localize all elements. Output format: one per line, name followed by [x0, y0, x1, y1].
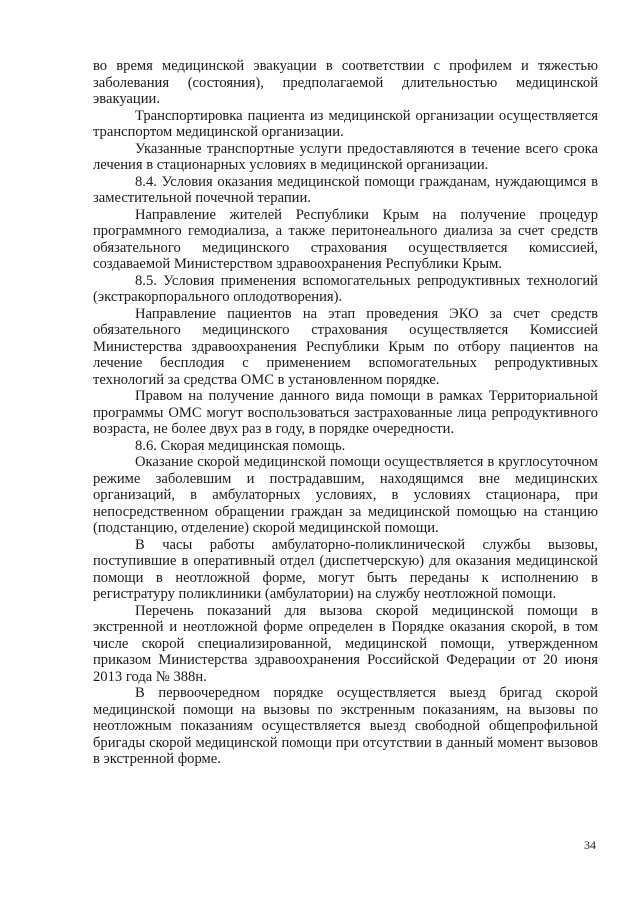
paragraph-indications-list: Перечень показаний для вызова скорой медицинской помощи в экстренной и неотложной форме определен в Порядке оказания скорой, в том числе скорой специализированной, медицинской помощи, утвержденном приказом Министерства здравоохранения Российской Федерации от 20 июня 2013 года № 388н.: [93, 602, 598, 685]
paragraph-dialysis-referral: Направление жителей Республики Крым на получение процедур программного гемодиализа, а также перитонеального диализа за счет средств обязательного медицинского страхования осуществляется комиссией, создаваемой Министерством здравоохранения Республики Крым.: [93, 206, 598, 272]
paragraph-transport-services: Указанные транспортные услуги предоставляются в течение всего срока лечения в стационарных условиях в медицинской организации.: [93, 140, 598, 173]
paragraph-ambulance-round-the-clock: Оказание скорой медицинской помощи осуществляется в круглосуточном режиме заболевшим и пострадавшим, находящимся вне медицинских организаций, в амбулаторных условиях, в условиях стационара, при непосредственном обращении граждан за медицинской помощью на станцию (подстанцию, отделение) скорой медицинской помощи.: [93, 454, 598, 536]
paragraph-eco-eligibility: Правом на получение данного вида помощи в рамках Территориальной программы ОМС могут воспользоваться застрахованные лица репродуктивного возраста, не более двух раз в году, в порядке очередности.: [93, 388, 598, 437]
paragraph-evacuation-continuation: во время медицинской эвакуации в соответствии с профилем и тяжестью заболевания (состояния), предполагаемой длительностью медицинской эвакуации.: [93, 58, 598, 107]
section-heading-8-5: 8.5. Условия применения вспомогательных репродуктивных технологий (экстракорпорального оплодотворения).: [93, 272, 598, 305]
section-heading-8-4: 8.4. Условия оказания медицинской помощи гражданам, нуждающимся в заместительной почечной терапии.: [93, 173, 598, 206]
paragraph-priority-dispatch: В первоочередном порядке осуществляется выезд бригад скорой медицинской помощи на вызовы по экстренным показаниям, на вызовы по неотложным показаниям осуществляется выезд свободной общепрофильной бригады скорой медицинской помощи при отсутствии в данный момент вызовов в экстренной форме.: [93, 685, 598, 767]
page-number: 34: [584, 838, 596, 852]
document-body: [93, 58, 598, 768]
paragraph-patient-transport: Транспортировка пациента из медицинской организации осуществляется транспортом медицинской организации.: [93, 107, 598, 140]
paragraph-polyclinic-calls: В часы работы амбулаторно-поликлинической службы вызовы, поступившие в оперативный отдел (диспетчерскую) для оказания медицинской помощи в неотложной форме, могут быть переданы к исполнению в регистратуру поликлиники (амбулатории) на службу неотложной помощи.: [93, 536, 598, 602]
section-heading-8-6: 8.6. Скорая медицинская помощь.: [135, 437, 346, 454]
paragraph-eco-referral: Направление пациентов на этап проведения ЭКО за счет средств обязательного медицинского страхования осуществляется Комиссией Министерства здравоохранения Республики Крым по отбору пациентов на лечение бесплодия с применением вспомогательных репродуктивных технологий за средства ОМС в установленном порядке.: [93, 305, 598, 388]
